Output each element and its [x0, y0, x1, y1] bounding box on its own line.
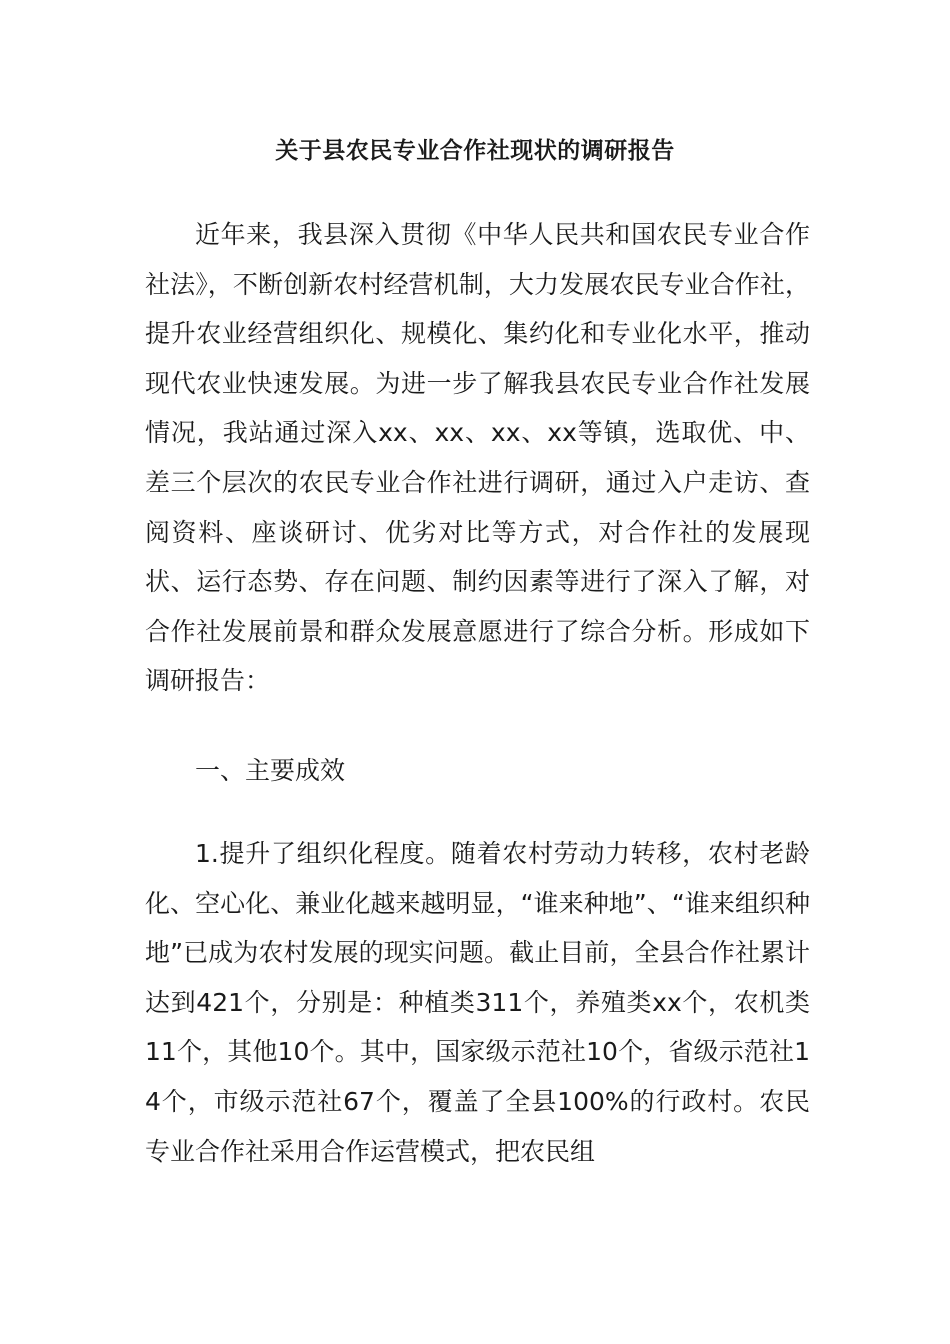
intro-paragraph: 近年来，我县深入贯彻《中华人民共和国农民专业合作社法》，不断创新农村经营机制，大力发展农民专业合作社，提升农业经营组织化、规模化、集约化和专业化水平，推动现代农业快速发展。为进一步了解我县农民专业合作社发展情况，我站通过深入xx、xx、xx、xx等镇，选取优、中、差三个层次的农民专业合作社进行调研，通过入户走访、查阅资料、座谈研讨、优劣对比等方式，对合作社的发展现状、运行态势、存在问题、制约因素等进行了深入了解，对合作社发展前景和群众发展意愿进行了综合分析。形成如下调研报告：: [145, 220, 810, 696]
section-heading-main-results: 一、主要成效: [195, 756, 346, 785]
section1-item1-paragraph: 1.提升了组织化程度。随着农村劳动力转移，农村老龄化、空心化、兼业化越来越明显，“谁来种地”、“谁来组织种地”已成为农村发展的现实问题。截止目前，全县合作社累计达到421个，分别是：种植类311个，养殖类xx个，农机类11个，其他10个。其中，国家级示范社10个，省级示范社14个，市级示范社67个，覆盖了全县100%的行政村。农民专业合作社采用合作运营模式，把农民组: [145, 839, 810, 1166]
document-title: 关于县农民专业合作社现状的调研报告: [275, 138, 675, 164]
